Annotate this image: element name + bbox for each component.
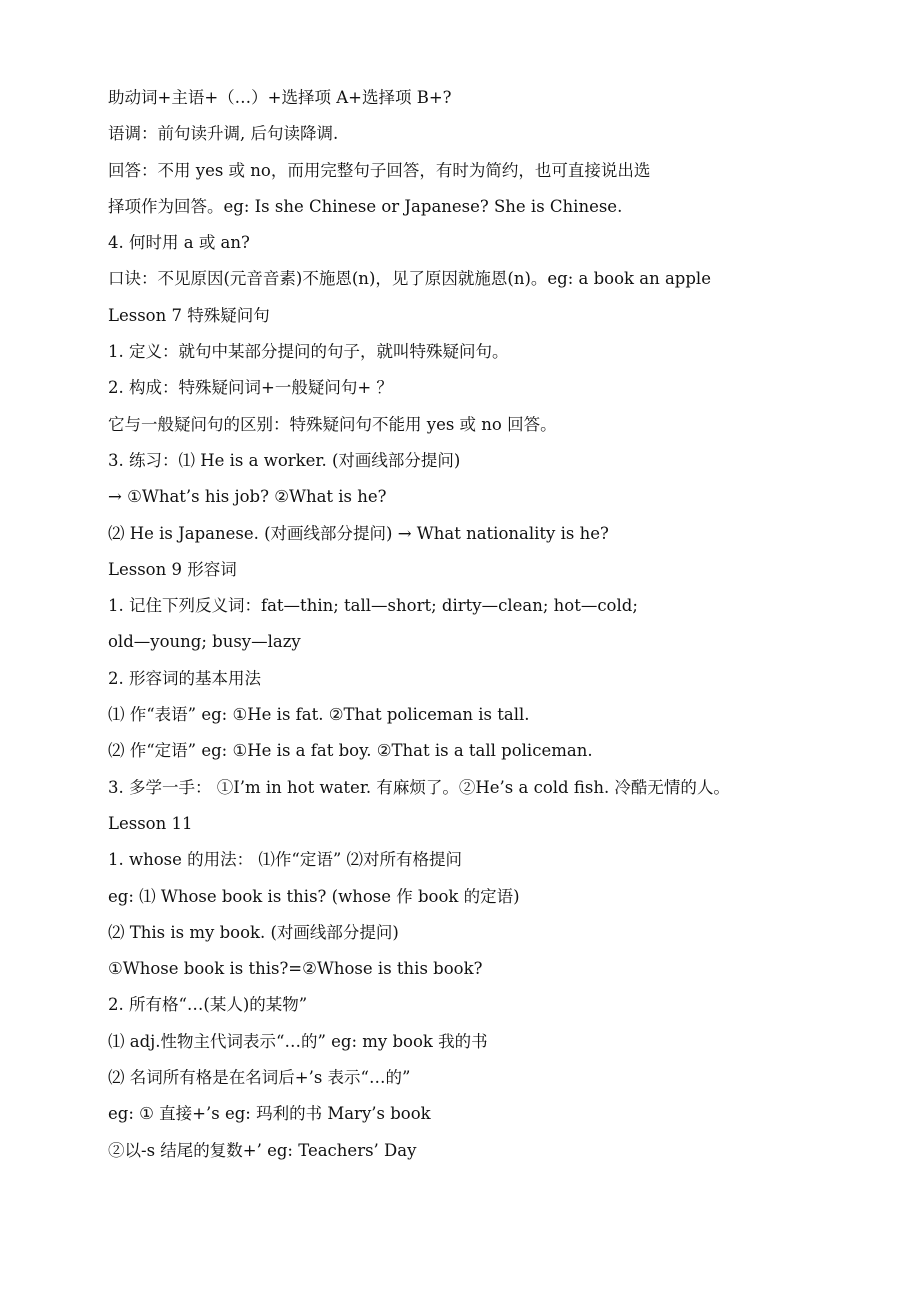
text-line: 2. 所有格“…(某人)的某物” [108, 995, 308, 1015]
lesson-heading: Lesson 11 [108, 813, 193, 833]
text-line: ⑵ He is Japanese. (对画线部分提问) → What nationality is he? [108, 523, 609, 543]
text-line: 1. 定义：就句中某部分提问的句子，就叫特殊疑问句。 [108, 342, 509, 362]
text-line: 1. whose 的用法： ⑴作“定语” ⑵对所有格提问 [108, 850, 463, 870]
text-line: ①Whose book is this?=②Whose is this book? [108, 959, 483, 979]
text-line: ⑵ This is my book. (对画线部分提问) [108, 922, 399, 942]
text-line: 4. 何时用 a 或 an? [108, 233, 250, 253]
text-line: eg: ⑴ Whose book is this? (whose 作 book 的定语) [108, 886, 520, 906]
text-line: 3. 练习：⑴ He is a worker. (对画线部分提问) [108, 450, 461, 470]
text-line: ⑵ 作“定语” eg: ①He is a fat boy. ②That is a tall policeman. [108, 741, 593, 761]
text-line: 择项作为回答。eg: Is she Chinese or Japanese? She is Chinese. [108, 196, 623, 216]
text-line: ⑴ 作“表语” eg: ①He is fat. ②That policeman is tall. [108, 705, 530, 725]
text-line: 回答：不用 yes 或 no，而用完整句子回答，有时为简约，也可直接说出选 [108, 160, 651, 180]
text-line: → ①What’s his job? ②What is he? [108, 487, 387, 507]
text-line: 3. 多学一手： ①I’m in hot water. 有麻烦了。②He’s a cold fish. 冷酷无情的人。 [108, 777, 730, 797]
text-line: ②以-s 结尾的复数+’ eg: Teachers’ Day [108, 1140, 417, 1160]
text-line: 1. 记住下列反义词：fat—thin; tall—short; dirty—clean; hot—cold; [108, 596, 638, 616]
text-line: 助动词+主语+（…）+选择项 A+选择项 B+? [108, 88, 452, 107]
text-line: eg: ① 直接+’s eg: 玛利的书 Mary’s book [108, 1104, 431, 1124]
lesson-heading: Lesson 7 特殊疑问句 [108, 305, 270, 325]
document-body [108, 80, 898, 1169]
text-line: 语调：前句读升调, 后句读降调. [108, 124, 339, 144]
text-line: 它与一般疑问句的区别：特殊疑问句不能用 yes 或 no 回答。 [108, 414, 557, 434]
text-line: old—young; busy—lazy [108, 632, 301, 652]
lesson-heading: Lesson 9 形容词 [108, 559, 237, 579]
text-line: 口诀：不见原因(元音音素)不施恩(n)，见了原因就施恩(n)。eg: a book an apple [108, 269, 711, 289]
text-line: ⑵ 名词所有格是在名词后+’s 表示“…的” [108, 1068, 411, 1088]
text-line: 2. 构成：特殊疑问词+一般疑问句+ ？ [108, 378, 393, 398]
text-line: 2. 形容词的基本用法 [108, 668, 261, 688]
text-line: ⑴ adj.性物主代词表示“…的” eg: my book 我的书 [108, 1031, 488, 1051]
